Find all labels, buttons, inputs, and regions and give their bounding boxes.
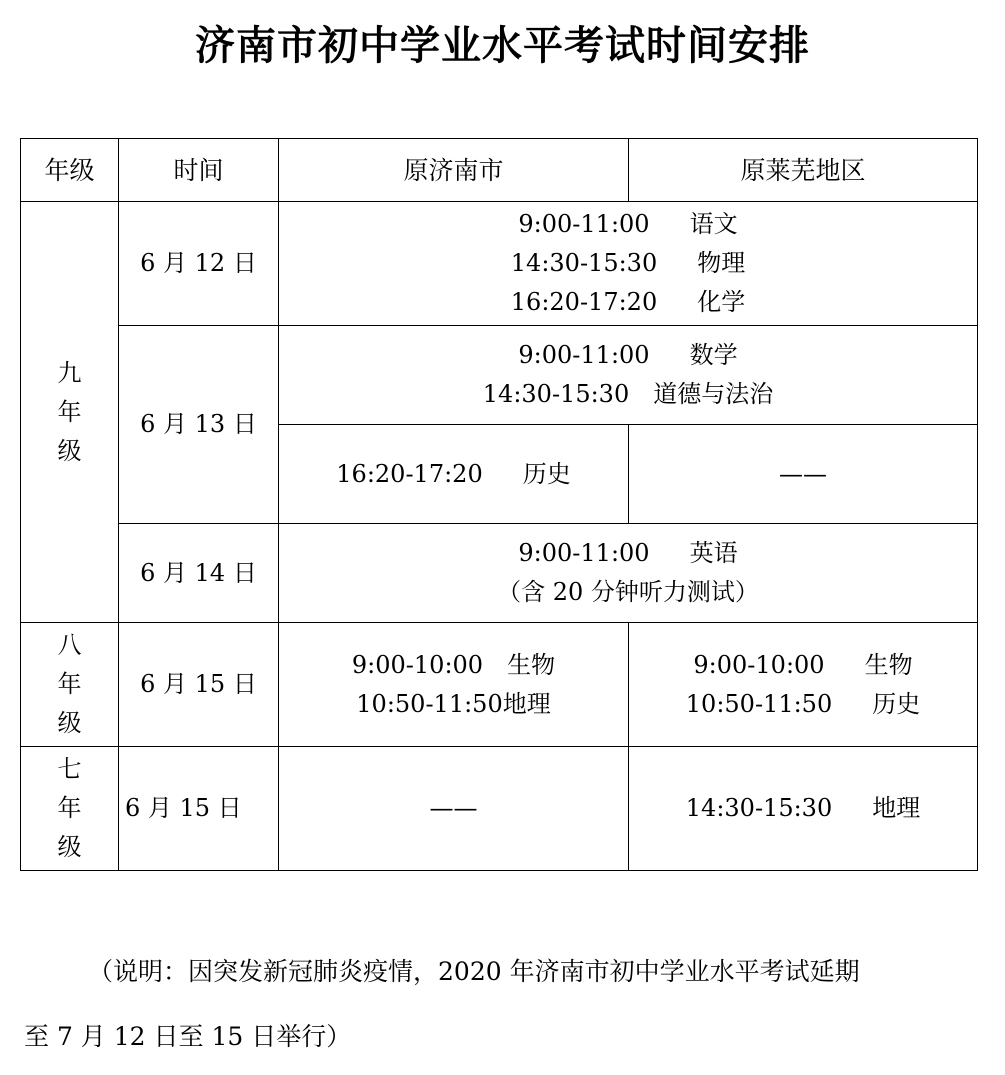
exam-time: 14:30-15:30	[685, 794, 833, 822]
exam-time: 16:20-17:20	[336, 459, 483, 488]
exam-time: 10:50-11:50	[685, 689, 833, 718]
table-row	[21, 202, 978, 326]
exam-time: 9:00-10:00	[351, 650, 484, 679]
grade-8-char: 八	[57, 631, 82, 659]
grade-7-cell	[21, 747, 119, 871]
exam-subject: 地理	[872, 794, 921, 822]
exam-subject: 物理	[697, 249, 746, 277]
footnote-line-2: 至 7 月 12 日至 15 日举行）	[24, 1022, 352, 1051]
grade-8-cell	[21, 623, 119, 747]
date-cell: 6 月 15 日	[119, 747, 279, 871]
exam-line	[279, 646, 628, 685]
exam-line	[279, 283, 977, 322]
exam-cell-jinan	[279, 425, 629, 524]
exam-cell-jinan: ——	[279, 747, 629, 871]
exam-line	[629, 646, 977, 685]
grade-9-char: 级	[57, 436, 82, 465]
grade-9-char: 年	[57, 397, 82, 426]
exam-line	[279, 205, 977, 244]
exam-subject: 生物	[507, 650, 556, 679]
grade-7-char: 级	[57, 833, 82, 861]
date-cell: 6 月 12 日	[119, 202, 279, 326]
exam-subject: 地理	[502, 689, 551, 718]
header-jinan: 原济南市	[279, 139, 629, 202]
exam-time: 10:50-11:50	[356, 689, 503, 718]
exam-line	[279, 534, 977, 573]
table-row	[21, 524, 978, 623]
exam-note: （含 20 分钟听力测试）	[497, 578, 759, 606]
page-title: 济南市初中学业水平考试时间安排	[195, 22, 810, 69]
grade-7-char: 七	[57, 755, 82, 783]
exam-time: 9:00-11:00	[518, 539, 650, 567]
exam-cell	[279, 202, 978, 326]
exam-line	[279, 375, 977, 414]
table-row	[21, 623, 978, 747]
exam-subject: 英语	[689, 539, 738, 567]
exam-line	[629, 789, 977, 828]
exam-cell-jinan	[279, 623, 629, 747]
exam-cell-laiwu	[629, 623, 978, 747]
header-time: 时间	[119, 139, 279, 202]
exam-cell-laiwu: ——	[629, 425, 978, 524]
exam-cell	[279, 524, 978, 623]
header-row	[21, 139, 978, 202]
grade-8-char: 年	[57, 670, 82, 698]
footnote-line-1: （说明：因突发新冠肺炎疫情，2020 年济南市初中学业水平考试延期	[88, 957, 860, 986]
exam-time: 14:30-15:30	[482, 380, 630, 408]
exam-cell-laiwu	[629, 747, 978, 871]
date-cell: 6 月 15 日	[119, 623, 279, 747]
exam-subject: 化学	[697, 288, 746, 316]
exam-line	[279, 685, 628, 724]
exam-time: 9:00-10:00	[693, 650, 825, 679]
date-cell: 6 月 13 日	[119, 326, 279, 524]
exam-time: 9:00-11:00	[518, 341, 650, 369]
exam-time: 16:20-17:20	[510, 288, 658, 316]
exam-subject: 历史	[872, 689, 921, 718]
exam-schedule-table	[20, 138, 978, 871]
exam-line	[629, 685, 977, 724]
grade-8-char: 级	[57, 709, 82, 737]
grade-9-char: 九	[57, 358, 82, 387]
exam-subject: 语文	[689, 210, 738, 238]
header-laiwu: 原莱芜地区	[629, 139, 978, 202]
exam-line	[279, 336, 977, 375]
exam-line	[279, 244, 977, 283]
exam-subject: 数学	[689, 341, 738, 369]
exam-time: 14:30-15:30	[510, 249, 658, 277]
table-row	[21, 326, 978, 425]
table-row	[21, 747, 978, 871]
date-cell: 6 月 14 日	[119, 524, 279, 623]
header-grade: 年级	[21, 139, 119, 202]
exam-cell	[279, 326, 978, 425]
exam-time: 9:00-11:00	[518, 210, 650, 238]
exam-subject: 道德与法治	[653, 380, 774, 408]
grade-7-char: 年	[57, 794, 82, 822]
grade-9-cell	[21, 202, 119, 623]
exam-line	[279, 455, 628, 494]
exam-subject: 生物	[864, 650, 913, 679]
exam-subject: 历史	[522, 459, 571, 488]
